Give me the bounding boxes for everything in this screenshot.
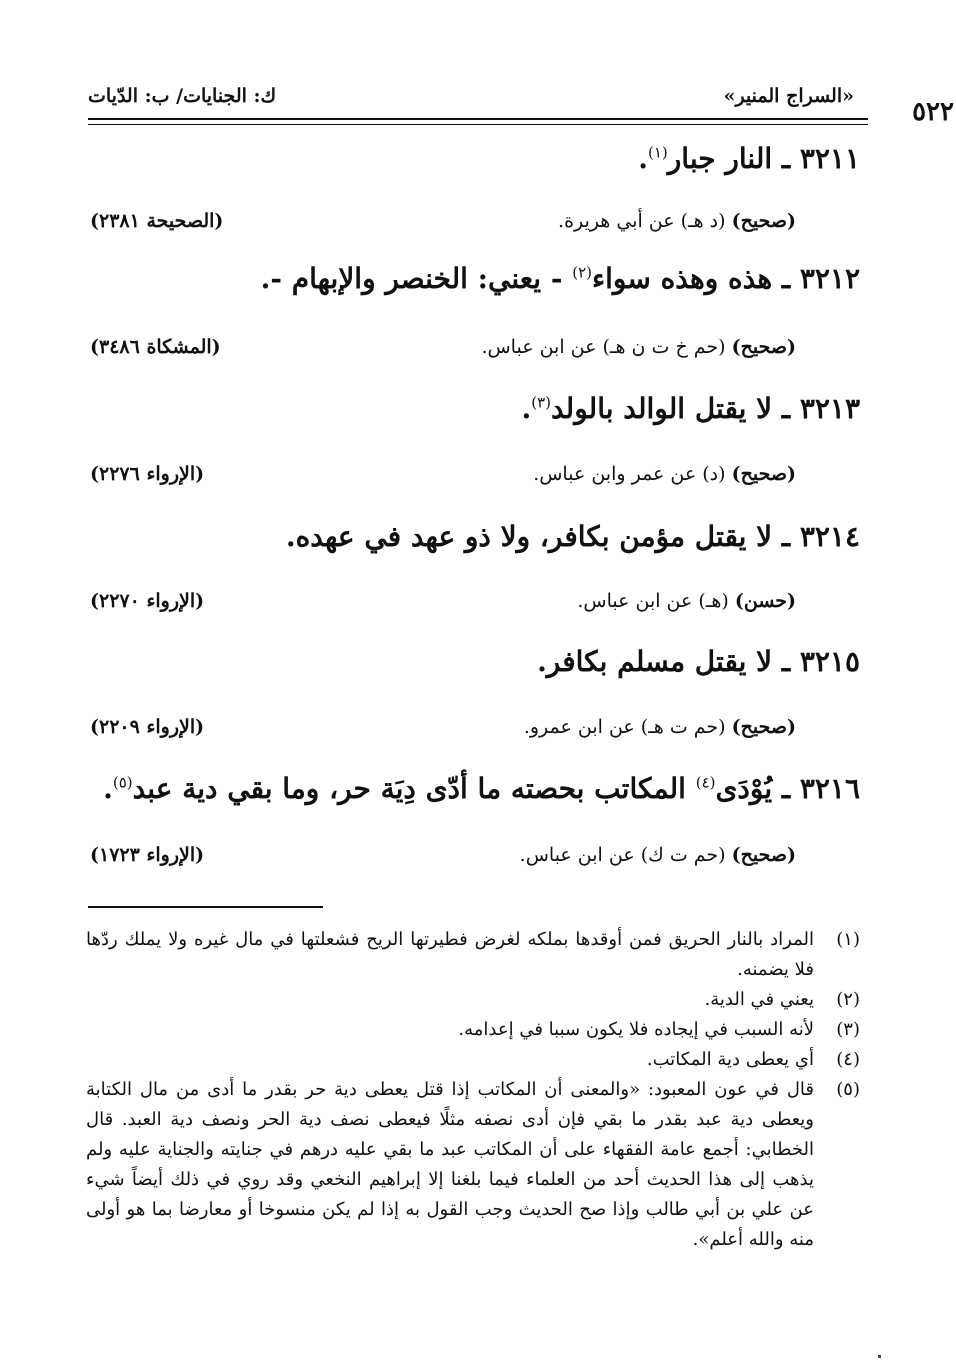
hadith-3212: [80, 262, 860, 295]
hadith-3214: [80, 520, 860, 553]
grade: (صحيح): [731, 463, 796, 485]
hadith-reference: [90, 463, 796, 489]
hadith-3211: [80, 142, 860, 175]
section-title: ك: الجنايات/ ب: الدّيات: [88, 85, 277, 107]
narration: (هـ) عن ابن عباس.: [577, 590, 729, 612]
narration: (حم ت هـ) عن ابن عمرو.: [523, 716, 726, 738]
hadith-number: ٣٢١٥: [799, 645, 860, 678]
hadith-3215: [80, 645, 860, 678]
hadith-tail: .: [521, 392, 532, 425]
hadith-tail: المكاتب بحصته ما أدّى دِيَة حر، وما بقي دية عبد: [132, 772, 696, 805]
narration: (د هـ) عن أبي هريرة.: [558, 210, 726, 232]
footnote-separator: [88, 906, 323, 908]
footnote: [86, 1045, 860, 1075]
source: (الإرواء ٢٢٠٩): [90, 716, 205, 738]
hadith-text: ـ يُوْدَى: [715, 772, 791, 805]
hadith-text: ـ لا يقتل مؤمن بكافر، ولا ذو عهد في عهده.: [285, 520, 791, 553]
hadith-number: ٣٢١٢: [799, 262, 860, 295]
hadith-text: ـ لا يقتل مسلم بكافر.: [537, 645, 791, 678]
footnotes: [86, 925, 860, 1255]
hadith-text: ـ النار جبار: [667, 142, 791, 175]
hadith-3213: [80, 392, 860, 425]
footnote-number: (١): [836, 929, 860, 950]
grade: (صحيح): [731, 336, 796, 358]
footnote-number: (٣): [836, 1019, 860, 1040]
grade: (حسن): [734, 590, 796, 612]
footnote-text: أي يعطى دية المكاتب.: [646, 1049, 814, 1070]
narration: (حم ت ك) عن ابن عباس.: [519, 844, 726, 866]
footnote-ref: (٥): [112, 773, 133, 792]
hadith-reference: [90, 590, 796, 616]
hadith-reference: [90, 844, 796, 870]
hadith-reference: [90, 210, 796, 236]
hadith-reference: [90, 336, 796, 362]
hadith-number: ٣٢١٦: [799, 772, 860, 805]
footnote-number: (٥): [836, 1079, 860, 1100]
hadith-number: ٣٢١١: [799, 142, 860, 175]
hadith-reference: [90, 716, 796, 742]
grade: (صحيح): [731, 210, 796, 232]
grade: (صحيح): [731, 844, 796, 866]
footnote-text: لأنه السبب في إيجاده فلا يكون سببا في إعدامه.: [458, 1019, 814, 1040]
narration: (د) عن عمر وابن عباس.: [533, 463, 726, 485]
source: (الصحيحة ٢٣٨١): [90, 210, 224, 232]
footnote-number: (٢): [836, 989, 860, 1010]
footnote-ref: (١): [647, 143, 668, 162]
hadith-3216: [80, 772, 860, 805]
narration: (حم خ ت ن هـ) عن ابن عباس.: [481, 336, 726, 358]
hadith-tail-end: .: [103, 772, 113, 805]
book-title: «السراج المنير»: [723, 85, 854, 107]
footnote-text: قال في عون المعبود: «والمعنى أن المكاتب إذا قتل يعطى دية حر بقدر ما أدى من مال الكتابة ويعطى دية عبد بقدر ما بقي فإن أدى نصفه مثلًا فيعطى نصف دية الحر ونصف دية العبد. قال الخطابي: أجمع عامة الفقهاء على أن المكاتب عبد ما بقي عليه درهم في جنايته والجناية عليه ولم يذهب إلى هذا الحديث أحد من العلماء فيما بلغنا إلا إبراهيم النخعي وقد روي في ذلك أيضاً شيء عن علي بن أبي طالب وإذا صح الحديث وجب القول به إذا لم يكن منسوخا أو معارضا بما هو أولى منه والله أعلم».: [86, 1079, 814, 1250]
footnote-ref: (٢): [572, 263, 592, 282]
source: (الإرواء ٢٢٧٠): [90, 590, 205, 612]
page-number: ٥٢٢: [912, 97, 954, 127]
footnote-ref: (٣): [531, 393, 551, 412]
source: (الإرواء ١٧٢٣): [90, 844, 205, 866]
footnote: [86, 985, 860, 1015]
grade: (صحيح): [731, 716, 796, 738]
footnote: [86, 1075, 860, 1255]
hadith-tail: .: [638, 142, 648, 175]
hadith-text: ـ لا يقتل الوالد بالولد: [550, 392, 791, 425]
footnote-text: المراد بالنار الحريق فمن أوقدها بملكه لغرض فطيرتها الريح فشعلتها في مال غيره ولا يملك ردّها فلا يضمنه.: [86, 929, 814, 980]
source: (المشكاة ٣٤٨٦): [90, 336, 221, 358]
header-rule-thin: [88, 124, 868, 125]
hadith-number: ٣٢١٤: [799, 520, 860, 553]
header-rule: [88, 118, 868, 120]
footnote-number: (٤): [836, 1049, 860, 1070]
source: (الإرواء ٢٢٧٦): [90, 463, 205, 485]
hadith-tail: - يعني: الخنصر والإبهام -.: [260, 262, 573, 295]
hadith-text: ـ هذه وهذه سواء: [591, 262, 791, 295]
hadith-number: ٣٢١٣: [799, 392, 860, 425]
page-header: [88, 85, 954, 127]
footnote: [86, 925, 860, 985]
footnote: [86, 1015, 860, 1045]
footnote-text: يعني في الدية.: [704, 989, 814, 1010]
scan-speck: [878, 1355, 881, 1358]
footnote-ref: (٤): [695, 773, 716, 792]
